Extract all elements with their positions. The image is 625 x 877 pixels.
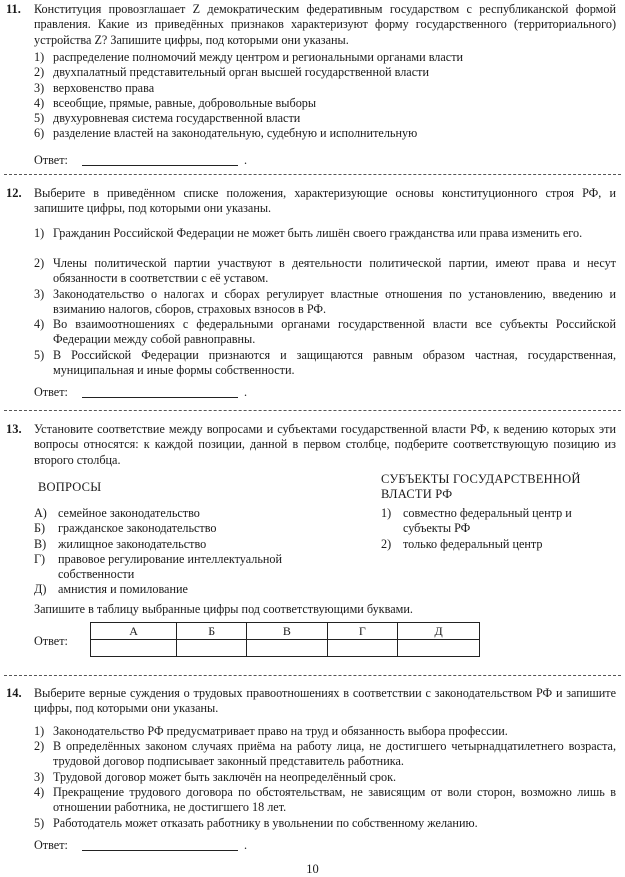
- answer-input-line[interactable]: [82, 850, 238, 851]
- option-number: 3): [34, 81, 45, 95]
- option-text: Работодатель может отказать работнику в увольнении по собственному желанию.: [53, 816, 478, 830]
- left-item: [34, 552, 294, 583]
- option-item: [34, 739, 616, 770]
- option-number: 5): [34, 348, 45, 362]
- left-item: [34, 582, 344, 597]
- task-prompt: Установите соответствие между вопросами и субъектами государственной власти РФ, к ведению которых эти вопросы относятся: к каждой позиции, данной в первом столбце, подберите соответствующую позицию из второго столбца.: [34, 422, 616, 467]
- option-item: [34, 126, 616, 141]
- table-instruction: Запишите в таблицу выбранные цифры под соответствующими буквами.: [34, 602, 413, 616]
- right-item: [381, 506, 611, 537]
- item-text: только федеральный центр: [403, 537, 543, 551]
- option-number: 6): [34, 126, 45, 140]
- option-number: 2): [34, 65, 45, 79]
- answer-label: Ответ:: [34, 385, 68, 399]
- table-letter-d: Д: [398, 623, 480, 640]
- answer-cell[interactable]: [91, 640, 177, 657]
- option-text: Члены политической партии участвуют в деятельности политической партии, имеют права и несут обязанности в соответствии с её уставом.: [53, 256, 616, 286]
- left-item: [34, 521, 344, 536]
- option-item: [34, 256, 616, 287]
- option-item: [34, 226, 616, 241]
- option-text: В Российской Федерации признаются и защищаются равным образом частная, государственная, муниципальная и иные формы собственности.: [53, 348, 616, 378]
- answer-cell[interactable]: [247, 640, 327, 657]
- option-item: [34, 724, 616, 739]
- left-item: [34, 506, 344, 521]
- option-item: [34, 816, 616, 831]
- item-letter: А): [34, 506, 47, 520]
- item-text: правовое регулирование интеллектуальной собственности: [58, 552, 283, 582]
- table-letter-b: Б: [177, 623, 247, 640]
- option-number: 3): [34, 770, 45, 784]
- option-item: [34, 317, 616, 348]
- task-number: 11.: [6, 2, 21, 16]
- option-text: В определённых законом случаях приёма на работу лица, не достигшего четырнадцатилетнего возраста, трудовой договор подписывает законный представитель работника.: [53, 739, 616, 769]
- table-header-row: [91, 623, 480, 640]
- option-text: Законодательство о налогах и сборах регулирует властные отношения по установлению, введению и взиманию налогов, сборов, страховых взносов в РФ.: [53, 287, 616, 317]
- task-number: 12.: [6, 186, 22, 200]
- option-text: распределение полномочий между центром и региональными органами власти: [53, 50, 464, 64]
- item-text: жилищное законодательство: [58, 537, 207, 551]
- task-divider: [4, 410, 621, 411]
- right-column-header: СУБЪЕКТЫ ГОСУДАРСТВЕННОЙ ВЛАСТИ РФ: [381, 472, 581, 501]
- option-item: [34, 65, 616, 80]
- item-number: 2): [381, 537, 392, 551]
- option-item: [34, 81, 616, 96]
- item-letter: Д): [34, 582, 47, 596]
- item-text: семейное законодательство: [58, 506, 200, 520]
- task-number: 13.: [6, 422, 22, 436]
- answer-input-line[interactable]: [82, 165, 238, 166]
- item-letter: Г): [34, 552, 46, 566]
- option-text: разделение властей на законодательную, судебную и исполнительную: [53, 126, 418, 140]
- option-item: [34, 50, 616, 65]
- item-letter: В): [34, 537, 47, 551]
- option-text: двухпалатный представительный орган высшей государственной власти: [53, 65, 429, 79]
- task-divider: [4, 174, 621, 175]
- answer-cell[interactable]: [327, 640, 398, 657]
- item-text: совместно федеральный центр и субъекты РФ: [403, 506, 572, 536]
- option-text: Во взаимоотношениях с федеральными органами государственной власти все субъекты Российской Федерации между собой равноправны.: [53, 317, 616, 347]
- answer-label: Ответ:: [34, 634, 68, 648]
- task-divider: [4, 675, 621, 676]
- option-item: [34, 348, 616, 379]
- answer-cell[interactable]: [177, 640, 247, 657]
- answer-dot: .: [244, 153, 248, 167]
- item-number: 1): [381, 506, 392, 520]
- item-text: амнистия и помилование: [58, 582, 188, 596]
- option-number: 4): [34, 317, 45, 331]
- option-text: всеобщие, прямые, равные, добровольные выборы: [53, 96, 317, 110]
- table-letter-a: А: [91, 623, 177, 640]
- option-number: 1): [34, 50, 45, 64]
- task-number: 14.: [6, 686, 22, 700]
- table-answer-row: [91, 640, 480, 657]
- option-item: [34, 111, 616, 126]
- answer-label: Ответ:: [34, 153, 68, 167]
- option-text: Гражданин Российской Федерации не может быть лишён своего гражданства или права изменить его.: [53, 226, 583, 240]
- option-text: Прекращение трудового договора по обстоятельствам, не зависящим от воли сторон, возможно лишь в отношении работника, не достигшего 18 лет.: [53, 785, 616, 815]
- table-letter-v: В: [247, 623, 327, 640]
- option-number: 5): [34, 816, 45, 830]
- item-text: гражданское законодательство: [58, 521, 217, 535]
- option-number: 1): [34, 724, 45, 738]
- option-item: [34, 770, 616, 785]
- task-prompt: Выберите в приведённом списке положения, характеризующие основы конституционного строя РФ, и запишите цифры, под которыми они указаны.: [34, 186, 616, 216]
- option-number: 5): [34, 111, 45, 125]
- option-text: Законодательство РФ предусматривает право на труд и обязанность выбора профессии.: [53, 724, 508, 738]
- option-number: 2): [34, 739, 45, 753]
- answer-table: [90, 622, 480, 657]
- option-number: 1): [34, 226, 45, 240]
- option-item: [34, 785, 616, 816]
- left-item: [34, 537, 344, 552]
- option-text: верховенство права: [53, 81, 155, 95]
- answer-dot: .: [244, 838, 248, 852]
- answer-cell[interactable]: [398, 640, 480, 657]
- option-number: 2): [34, 256, 45, 270]
- option-number: 4): [34, 785, 45, 799]
- table-letter-g: Г: [327, 623, 398, 640]
- answer-dot: .: [244, 385, 248, 399]
- option-number: 3): [34, 287, 45, 301]
- answer-input-line[interactable]: [82, 397, 238, 398]
- option-text: Трудовой договор может быть заключён на неопределённый срок.: [53, 770, 397, 784]
- option-item: [34, 96, 616, 111]
- option-text: двухуровневая система государственной власти: [53, 111, 301, 125]
- page-number: 10: [306, 862, 319, 876]
- option-number: 4): [34, 96, 45, 110]
- right-item: [381, 537, 611, 552]
- task-prompt: Конституция провозглашает Z демократическим федеративным государством с республиканской формой правления. Какие из приведённых признаков характеризуют форму государственного (территориального) устройства Z? Запишите цифры, под которыми они указаны.: [34, 2, 616, 47]
- item-letter: Б): [34, 521, 46, 535]
- left-column-header: ВОПРОСЫ: [38, 480, 102, 494]
- answer-label: Ответ:: [34, 838, 68, 852]
- option-item: [34, 287, 616, 318]
- task-prompt: Выберите верные суждения о трудовых правоотношениях в соответствии с законодательством РФ и запишите цифры, под которыми они указаны.: [34, 686, 616, 716]
